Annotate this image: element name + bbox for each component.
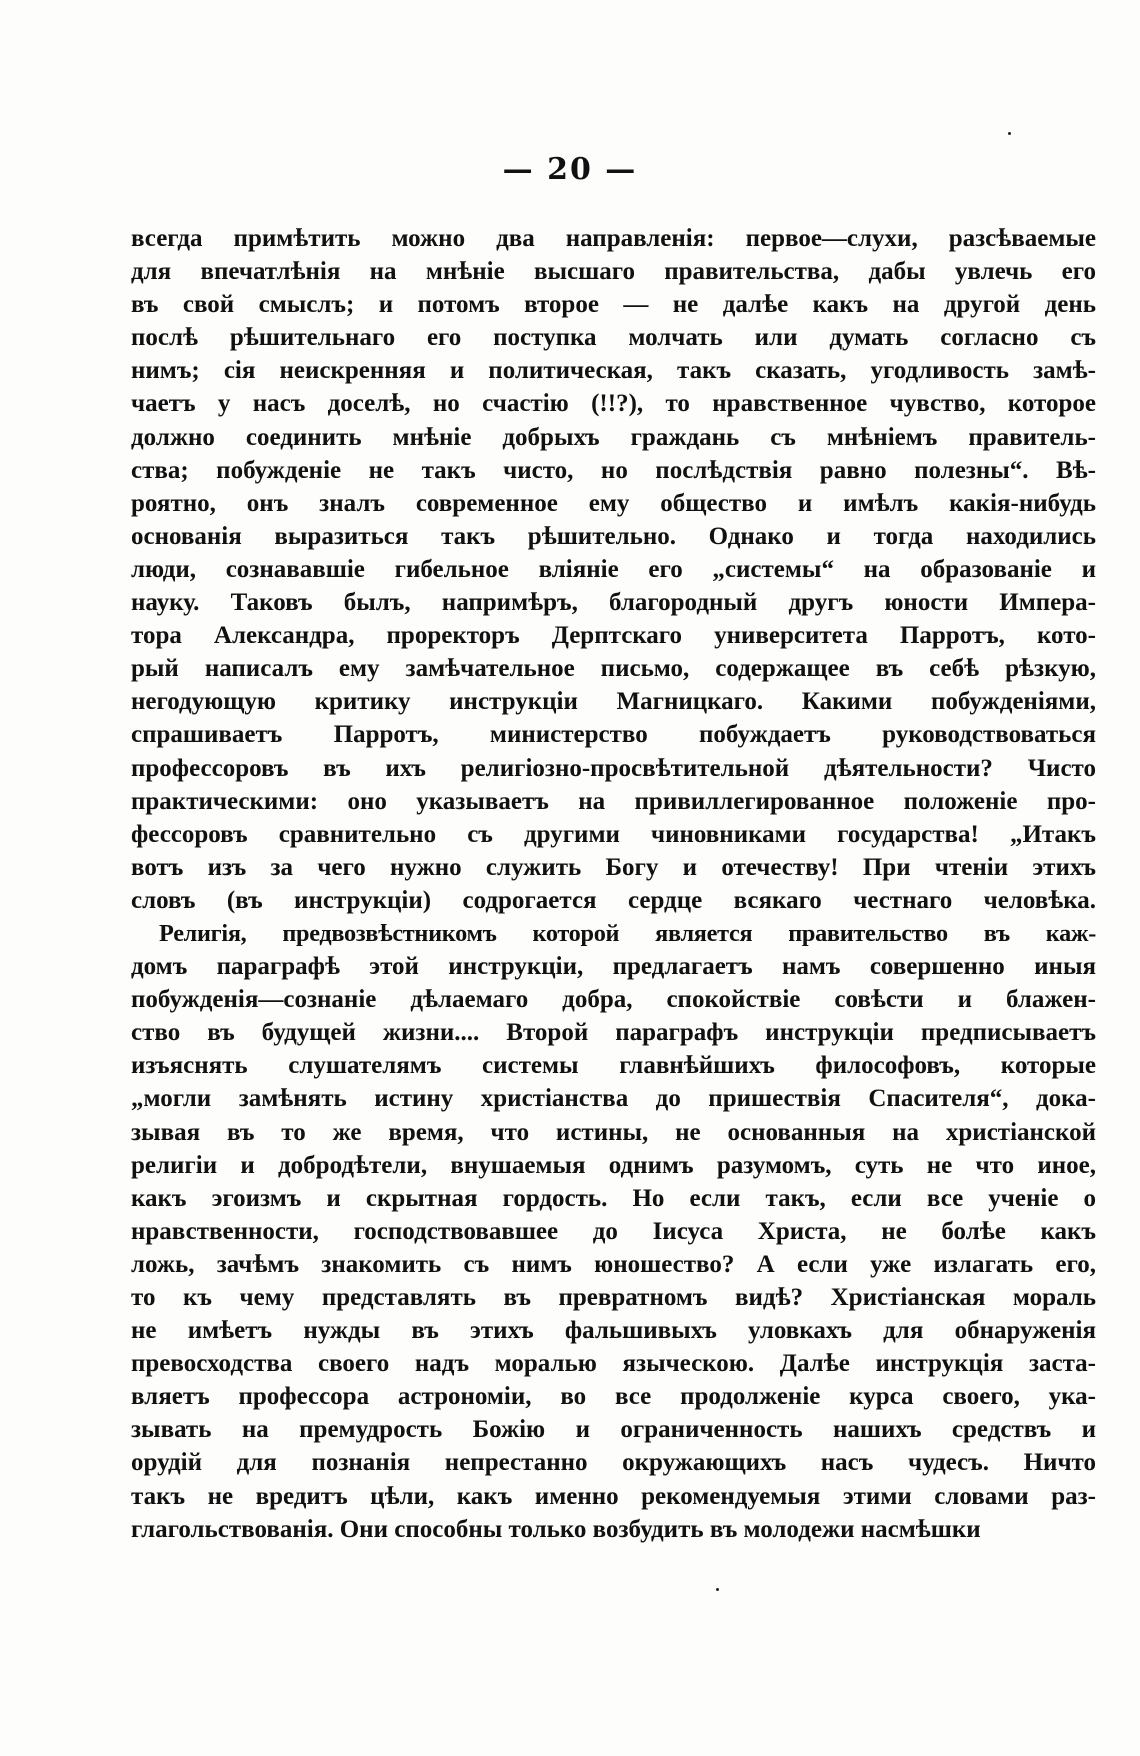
text-line: вляетъ профессора астрономіи, во все продолженіе курса своего, ука- [131,1383,1096,1411]
print-speck [1008,132,1011,135]
text-line: орудій для познанія непрестанно окружающихъ насъ чудесъ. Ничто [131,1449,1096,1477]
text-line: рый написалъ ему замѣчательное письмо, содержащее въ себѣ рѣзкую, [131,655,1096,683]
text-line: вотъ изъ за чего нужно служить Богу и отечеству! При чтеніи этихъ [131,853,1096,881]
body-text [131,222,1096,1546]
text-line: ложь, зачѣмъ знакомить съ нимъ юношество? А если уже излагать его, [131,1250,1096,1278]
text-line: фессоровъ сравнительно съ другими чиновниками государства! „Итакъ [131,820,1096,848]
text-line: „могли замѣнять истину христіанства до пришествія Спасителя“, дока- [131,1085,1096,1113]
text-line: домъ параграфѣ этой инструкціи, предлагаетъ намъ совершенно иныя [131,953,1096,981]
text-line: ство въ будущей жизни.... Второй параграфъ инструкціи предписываетъ [131,1019,1096,1047]
text-line: Религія, предвозвѣстникомъ которой является правительство въ каж- [159,919,1096,947]
text-line: религіи и добродѣтели, внушаемыя однимъ разумомъ, суть не что иное, [131,1151,1096,1179]
text-line: нравственности, господствовавшее до Іисуса Христа, не болѣе какъ [131,1217,1096,1245]
text-line: побужденія—сознаніе дѣлаемаго добра, спокойствіе совѣсти и блажен- [131,986,1096,1014]
text-line: тора Александра, проректоръ Дерптскаго университета Парротъ, кото- [131,622,1096,650]
text-line: роятно, онъ зналъ современное ему общество и имѣлъ какія-нибудь [131,489,1096,517]
text-line: практическими: оно указываетъ на привиллегированное положеніе про- [131,787,1096,815]
text-line: зывать на премудрость Божію и ограниченность нашихъ средствъ и [131,1416,1096,1444]
text-line: ства; побужденіе не такъ чисто, но послѣдствія равно полезны“. Вѣ- [131,456,1096,484]
text-line: негодующую критику инструкціи Магницкаго. Какими побужденіями, [131,688,1096,716]
text-line: то къ чему представлять въ превратномъ видѣ? Христіанская мораль [131,1284,1096,1311]
text-line: какъ эгоизмъ и скрытная гордость. Но если такъ, если все ученіе о [131,1184,1096,1212]
text-line: должно соединить мнѣніе добрыхъ граждань съ мнѣніемъ правитель- [131,423,1096,451]
text-line: послѣ рѣшительнаго его поступка молчать или думать согласно съ [131,324,1096,352]
text-line: глагольствованія. Они способны только возбудить въ молодежи насмѣшки [131,1515,981,1543]
text-line: науку. Таковъ былъ, напримѣръ, благородный другъ юности Импера- [131,589,1096,617]
text-line: нимъ; сія неискренняя и политическая, такъ сказать, угодливость замѣ- [131,357,1096,385]
text-line: такъ не вредитъ цѣли, какъ именно рекомендуемыя этими словами раз- [131,1482,1096,1510]
text-line: зывая въ то же время, что истины, не основанныя на христіанской [131,1118,1096,1146]
text-line: для впечатлѣнія на мнѣніе высшаго правительства, дабы увлечь его [131,258,1096,286]
text-line: спрашиваетъ Парротъ, министерство побуждаетъ руководствоваться [131,721,1096,749]
print-speck [716,1588,719,1591]
text-line: люди, сознававшіе гибельное вліяніе его „системы“ на образованіе и [131,555,1096,583]
page-number: — 20 — [502,152,638,187]
text-line: основанія выразиться такъ рѣшительно. Однако и тогда находились [131,522,1096,550]
text-line: словъ (въ инструкціи) содрогается сердце всякаго честнаго человѣка. [131,886,1096,914]
text-line: изъяснять слушателямъ системы главнѣйшихъ философовъ, которые [131,1052,1096,1080]
text-line: чаетъ у насъ доселѣ, но счастію (!!?), то нравственное чувство, которое [131,390,1096,418]
text-line: всегда примѣтить можно два направленія: первое—слухи, разсѣваемые [131,225,1096,252]
text-line: не имѣетъ нужды въ этихъ фальшивыхъ уловкахъ для обнаруженія [131,1317,1096,1345]
text-line: въ свой смыслъ; и потомъ второе — не далѣе какъ на другой день [131,291,1096,319]
text-line: профессоровъ въ ихъ религіозно-просвѣтительной дѣятельности? Чисто [131,754,1096,782]
text-line: превосходства своего надъ моралью языческою. Далѣе инструкція заста- [131,1350,1096,1378]
